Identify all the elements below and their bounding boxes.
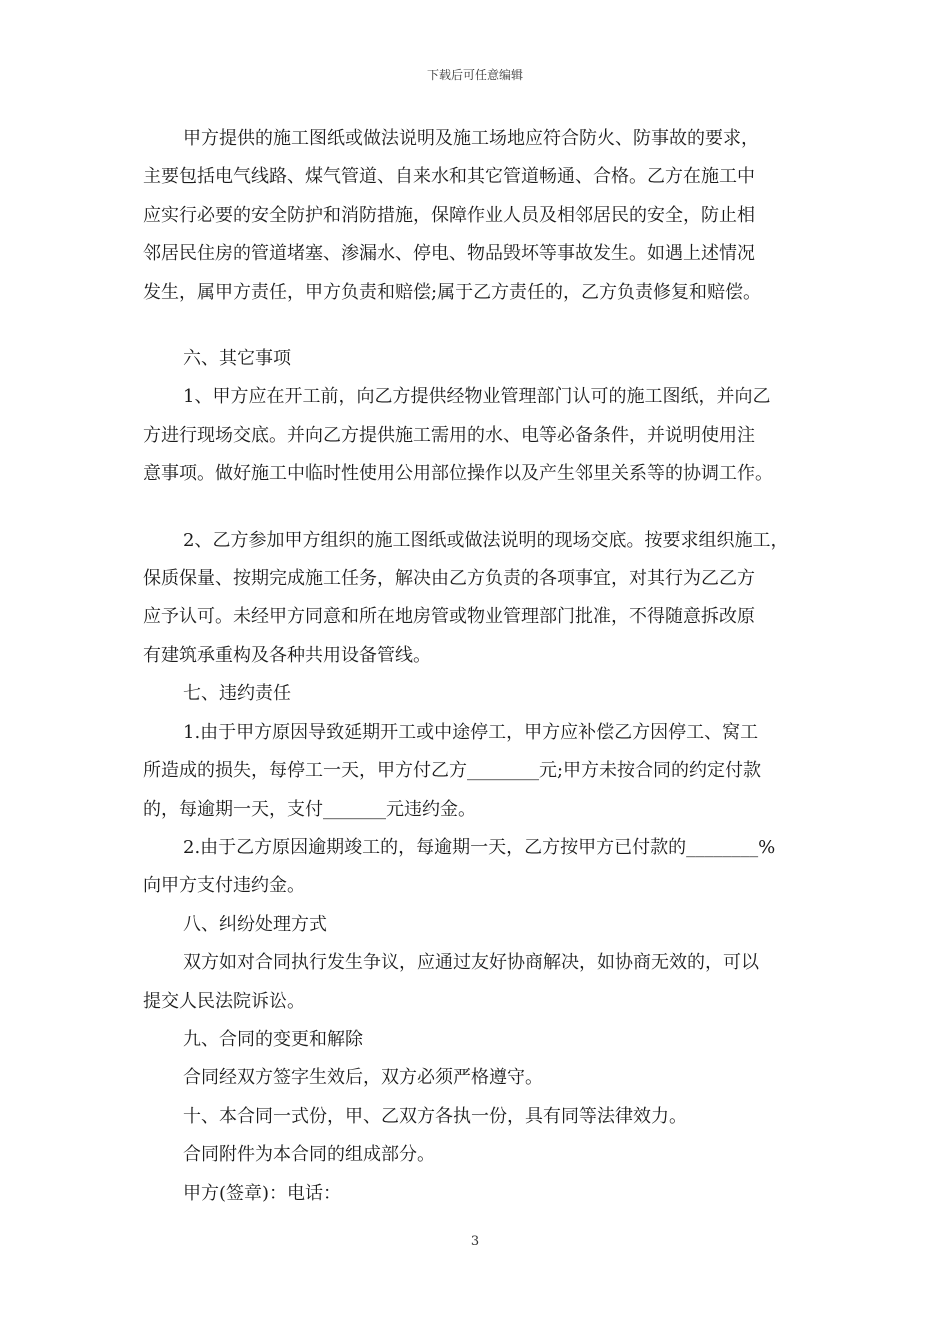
paragraph-line: 保质保量、按期完成施工任务，解决由乙方负责的各项事宜，对其行为乙乙方: [143, 568, 755, 590]
paragraph-line: 提交人民法院诉讼。: [143, 990, 305, 1012]
paragraph-line: 2、乙方参加甲方组织的施工图纸或做法说明的现场交底。按要求组织施工，: [183, 529, 789, 551]
paragraph-line: 双方如对合同执行发生争议，应通过友好协商解决，如协商无效的，可以: [183, 952, 759, 974]
section-heading: 八、纠纷处理方式: [183, 913, 327, 935]
document-body: [143, 120, 823, 1213]
paragraph-line: 甲方提供的施工图纸或做法说明及施工场地应符合防火、防事故的要求，: [183, 128, 759, 149]
page-header-note: 下载后可任意编辑: [426, 68, 523, 82]
paragraph-line: 向甲方支付违约金。: [143, 875, 305, 897]
paragraph-line: 所造成的损失，每停工一天，甲方付乙方________元;甲方未按合同的约定付款: [143, 760, 762, 782]
paragraph-line: 1、甲方应在开工前，向乙方提供经物业管理部门认可的施工图纸，并向乙: [183, 386, 771, 408]
paragraph-line: 的，每逾期一天，支付_______元违约金。: [143, 798, 476, 820]
paragraph-line: 合同经双方签字生效后，双方必须严格遵守。: [183, 1067, 543, 1089]
paragraph-line: 应予认可。未经甲方同意和所在地房管或物业管理部门批准，不得随意拆改原: [143, 606, 755, 628]
paragraph-line: 有建筑承重构及各种共用设备管线。: [143, 644, 431, 666]
paragraph-line: 方进行现场交底。并向乙方提供施工需用的水、电等必备条件，并说明使用注: [143, 424, 755, 446]
paragraph-line: 1.由于甲方原因导致延期开工或中途停工，甲方应补偿乙方因停工、窝工: [183, 721, 759, 743]
paragraph-line: 发生，属甲方责任，甲方负责和赔偿;属于乙方责任的，乙方负责修复和赔偿。: [143, 281, 762, 303]
paragraph-line: 主要包括电气线路、煤气管道、自来水和其它管道畅通、合格。乙方在施工中: [143, 166, 755, 188]
section-heading: 六、其它事项: [183, 348, 291, 370]
paragraph-line: 意事项。做好施工中临时性使用公用部位操作以及产生邻里关系等的协调工作。: [143, 463, 773, 485]
signature-line: 甲方(签章)：电话：: [183, 1182, 342, 1204]
paragraph-line: 邻居民住房的管道堵塞、渗漏水、停电、物品毁坏等事故发生。如遇上述情况: [143, 243, 755, 265]
section-heading: 十、本合同一式份，甲、乙双方各执一份，具有同等法律效力。: [183, 1105, 687, 1127]
paragraph-line: 合同附件为本合同的组成部分。: [183, 1144, 435, 1166]
section-heading: 九、合同的变更和解除: [183, 1028, 363, 1050]
paragraph-line: 2.由于乙方原因逾期竣工的，每逾期一天，乙方按甲方已付款的________%: [183, 836, 776, 858]
section-heading: 七、违约责任: [183, 683, 291, 705]
paragraph-line: 应实行必要的安全防护和消防措施，保障作业人员及相邻居民的安全，防止相: [143, 204, 755, 226]
page-number: 3: [470, 1234, 480, 1249]
